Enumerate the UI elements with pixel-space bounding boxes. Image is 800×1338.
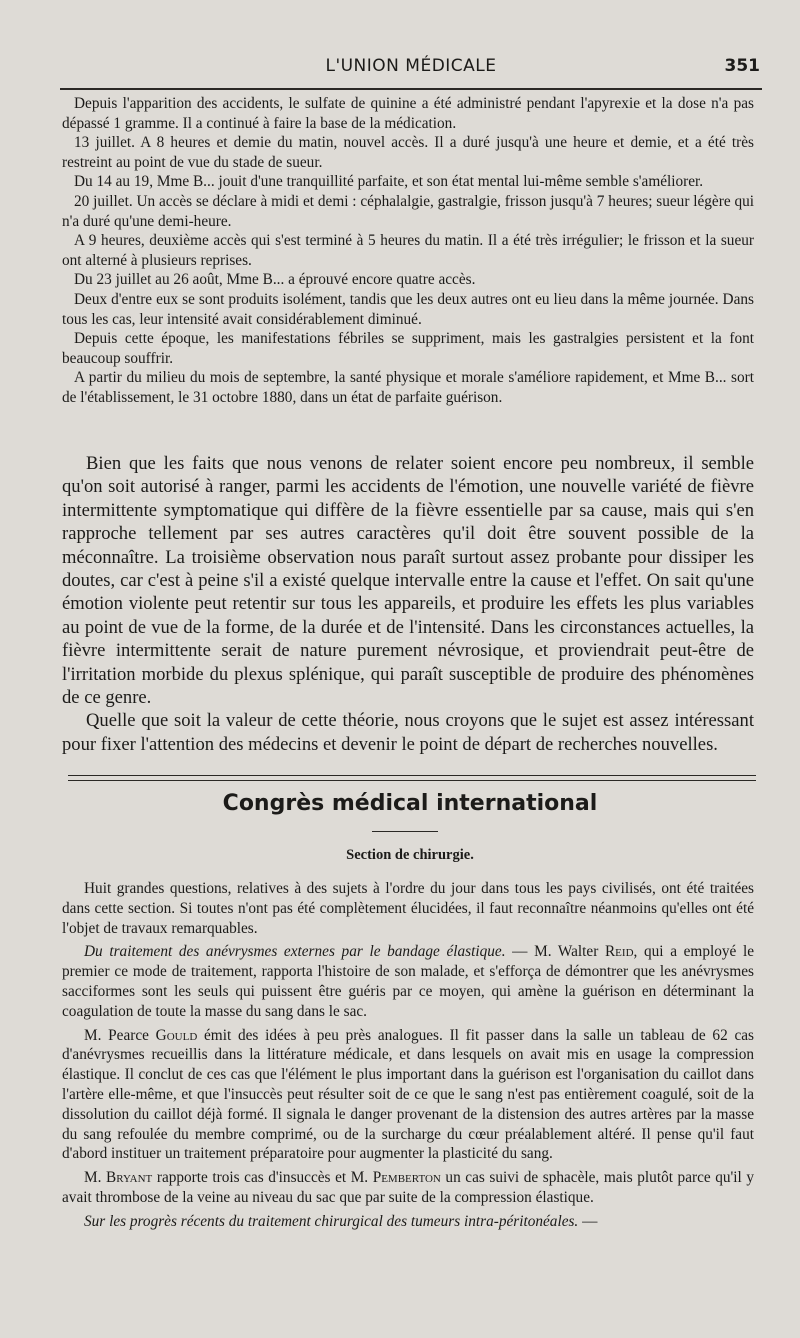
conclusion-paragraph: Quelle que soit la valeur de cette théorie, nous croyons que le sujet est assez intéressant pour fixer l'attention des médecins et devenir le point de départ de recherches nouvelles.: [62, 710, 754, 755]
conclusion: [62, 452, 754, 756]
case-paragraph: Depuis cette époque, les manifestations fébriles se suppriment, mais les gastralgies persistent et la font beaucoup souffrir.: [62, 330, 754, 367]
case-paragraph: Du 23 juillet au 26 août, Mme B... a éprouvé encore quatre accès.: [74, 271, 476, 289]
section-divider: [68, 775, 756, 781]
author-name: Bryant: [106, 1169, 153, 1187]
report-paragraph: M. Bryant rapporte trois cas d'insuccès et M. Pemberton un cas suivi de sphacèle, mais plutôt parce qu'il y avait thrombose de la veine au niveau du sac que par suite de la compression élastique.: [62, 1169, 755, 1206]
case-paragraph: 13 juillet. A 8 heures et demie du matin, nouvel accès. Il a duré jusqu'à une heure et demie, et a été très restreint au point de vue du stade de sueur.: [62, 134, 754, 171]
author-name: Reid: [604, 943, 634, 961]
section-title: Congrès médical international: [222, 791, 598, 816]
case-paragraph: A 9 heures, deuxième accès qui s'est terminé à 5 heures du matin. Il a été très irrégulier; le frisson et la sueur ont alterné à plusieurs reprises.: [62, 232, 754, 269]
topic-title: Du traitement des anévrysmes externes par le bandage élastique.: [84, 943, 506, 961]
title-rule: [372, 831, 438, 832]
case-paragraph: Depuis l'apparition des accidents, le sulfate de quinine a été administré pendant l'apyrexie et la dose n'a pas dépassé 1 gramme. Il a continué à faire la base de la médication.: [62, 95, 754, 132]
author-name: Pemberton: [372, 1169, 441, 1187]
case-paragraph: Deux d'entre eux se sont produits isolément, tandis que les deux autres ont eu lieu dans la même journée. Dans tous les cas, leur intensité avait considérablement diminué.: [62, 290, 754, 328]
header-rule: [60, 88, 762, 90]
case-notes: [62, 94, 754, 408]
subsection-title: Section de chirurgie.: [346, 847, 474, 863]
author-name: Gould: [155, 1026, 198, 1044]
intro-paragraph: Huit grandes questions, relatives à des sujets à l'ordre du jour dans tous les pays civilisés, ont été traitées dans cette section. Si toutes n'ont pas été complètement élucidées, il faut reconnaître néanmoins qu'elles ont été l'objet de travaux remarquables.: [62, 880, 754, 937]
topic-title: Sur les progrès récents du traitement chirurgical des tumeurs intra-péritonéales.: [84, 1212, 579, 1230]
case-paragraph: 20 juillet. Un accès se déclare à midi et demi : céphalalgie, gastralgie, frisson jusqu'à 7 heures; sueur légère qui n'a duré qu'une demi-heure.: [62, 192, 754, 230]
case-paragraph: Du 14 au 19, Mme B... jouit d'une tranquillité parfaite, et son état mental lui-même semble s'améliorer.: [74, 173, 704, 191]
page-number: 351: [724, 56, 760, 76]
report-paragraph: Sur les progrès récents du traitement chirurgical des tumeurs intra-péritonéales. —: [84, 1212, 598, 1230]
running-header: [62, 56, 760, 80]
report-paragraph: Du traitement des anévrysmes externes par le bandage élastique. — M. Walter Reid, qui a employé le premier ce mode de traitement, rapporta l'histoire de son malade, et s'efforça de démontrer que les anévrysmes sacciformes sont les seuls qui puissent être guéris par ce moyen, qui amène la guérison en déterminant la coagulation de toute la masse du sang dans le sac.: [62, 943, 754, 1020]
congress-report: [62, 879, 754, 1236]
case-paragraph: A partir du milieu du mois de septembre, la santé physique et morale s'améliore rapidement, et Mme B... sort de l'établissement, le 31 octobre 1880, dans un état de parfaite guérison.: [62, 369, 754, 406]
conclusion-paragraph: Bien que les faits que nous venons de relater soient encore peu nombreux, il semble qu'on soit autorisé à ranger, parmi les accidents de l'émotion, une nouvelle variété de fièvre intermittente symptomatique qui diffère de la fièvre essentielle par sa cause, mais qui s'en rapproche tellement par ses autres caractères qu'il doit être souvent possible de la méconnaître. La troisième observation nous paraît surtout assez probante pour dissiper les doutes, car c'est à peine s'il a existé quelque intervalle entre la cause et l'effet. On sait qu'une émotion violente peut retentir sur tous les appareils, et produire les effets les plus variables au point de vue de la forme, de la durée et de l'intensité. Dans les circonstances actuelles, la fièvre intermittente serait de nature purement névrosique, et proviendrait peut-être de l'irritation morbide du plexus splénique, qui paraît susceptible de produire des phénomènes de ce genre.: [62, 453, 754, 709]
journal-title: L'UNION MÉDICALE: [325, 56, 497, 76]
report-paragraph: M. Pearce Gould émit des idées à peu près analogues. Il fit passer dans la salle un tableau de 62 cas d'anévrysmes recueillis dans la littérature médicale, et dans lesquels on avait mis en usage la compression élastique. Il conclut de ces cas que l'élément le plus important dans la guérison est l'organisation du caillot dans l'artère elle-même, et que l'insuccès peut résulter soit de ce que le sang n'est pas entièrement coagulé, soit de la dissolution du caillot déjà formé. Il signala le danger provenant de la distension des autres artères par la masse du sang refoulée du membre comprimé, ou de la surcharge du cœur préalablement altéré. Il pense qu'il faut d'abord instituer un traitement préparatoire pour augmenter la plasticité du sang.: [62, 1026, 754, 1163]
